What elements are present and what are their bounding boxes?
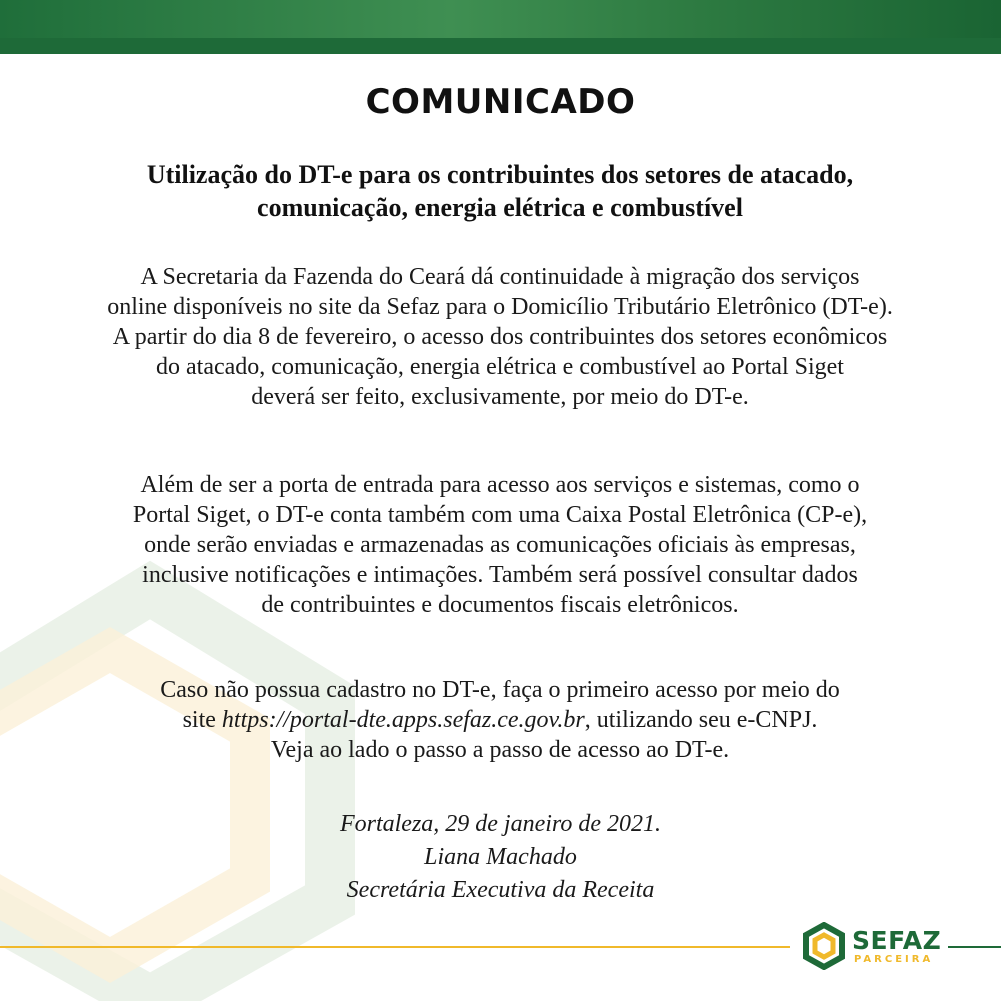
paragraph-line: deverá ser feito, exclusivamente, por meio do DT-e. [251,384,749,410]
header-band [0,38,1001,54]
sefaz-parceira-logo [800,922,945,972]
link-suffix: , utilizando seu e-CNPJ. [584,707,818,733]
subtitle-line: comunicação, energia elétrica e combustível [257,193,743,222]
paragraph-features [20,470,980,620]
page-title: COMUNICADO [365,82,636,122]
hexagon-logo-icon [800,922,848,970]
portal-link[interactable]: https://portal-dte.apps.sefaz.ce.gov.br [221,707,585,733]
logo-subtext: PARCEIRA [854,954,934,965]
paragraph-migration [20,262,980,412]
paragraph-line: A partir do dia 8 de fevereiro, o acesso dos contribuintes dos setores econômicos [112,324,888,350]
footer-divider-yellow [0,946,790,948]
paragraph-line: de contribuintes e documentos fiscais eletrônicos. [261,592,739,618]
paragraph-line: onde serão enviadas e armazenadas as comunicações oficiais às empresas, [144,532,856,558]
paragraph-line: A Secretaria da Fazenda do Ceará dá continuidade à migração dos serviços [140,264,860,290]
paragraph-line: Veja ao lado o passo a passo de acesso ao DT-e. [270,737,730,763]
paragraph-line: online disponíveis no site da Sefaz para o Domicílio Tributário Eletrônico (DT-e). [107,294,893,320]
signature-place-date: Fortaleza, 29 de janeiro de 2021. [339,811,662,837]
subtitle [60,158,940,224]
paragraph-line: inclusive notificações e intimações. Também será possível consultar dados [142,562,858,588]
paragraph-line: Caso não possua cadastro no DT-e, faça o primeiro acesso por meio do [160,677,840,703]
background-hexagon-watermark [0,560,400,1001]
paragraph-line-with-link [20,705,980,735]
logo-wordmark: SEFAZ [852,926,942,955]
signature-role: Secretária Executiva da Receita [346,877,655,903]
link-prefix: site [182,707,222,733]
paragraph-line: Portal Siget, o DT-e conta também com uma Caixa Postal Eletrônica (CP-e), [132,502,868,528]
paragraph-access [20,675,980,765]
paragraph-line: do atacado, comunicação, energia elétrica e combustível ao Portal Siget [156,354,844,380]
paragraph-line: Além de ser a porta de entrada para acesso aos serviços e sistemas, como o [140,472,860,498]
signature-name: Liana Machado [424,844,577,870]
subtitle-line: Utilização do DT-e para os contribuintes dos setores de atacado, [146,160,854,189]
footer-divider-green [948,946,1001,948]
